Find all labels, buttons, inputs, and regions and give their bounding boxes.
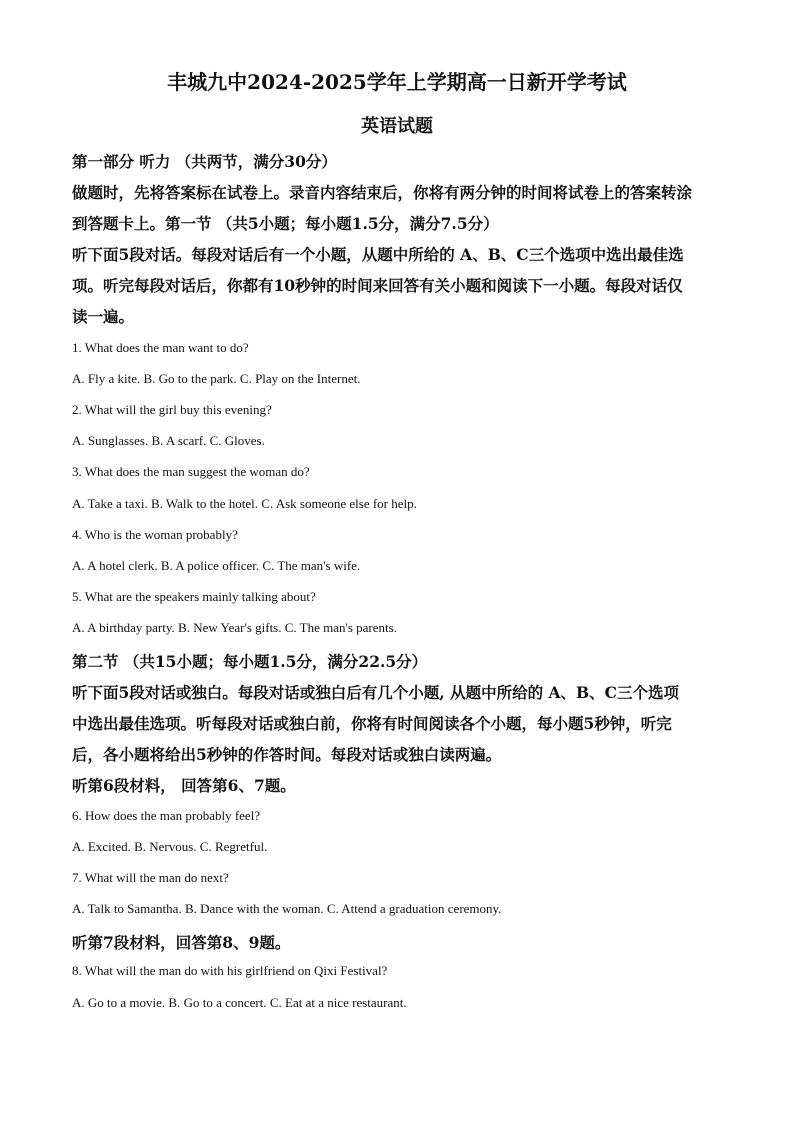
question-5-options: A. A birthday party. B. New Year's gifts. C. The man's parents.: [72, 620, 397, 635]
exam-subtitle: 英语试题: [361, 116, 433, 137]
question-8-options: A. Go to a movie. B. Go to a concert. C. Eat at a nice restaurant.: [72, 995, 407, 1010]
part2-heading: 第二节 （共15小题；每小题1.5分，满分22.5分）: [72, 652, 428, 671]
material-7-heading: 听第7段材料，回答第8、9题。: [72, 933, 291, 952]
exam-title: 丰城九中2024-2025学年上学期高一日新开学考试: [167, 70, 627, 94]
material-6-heading: 听第6段材料， 回答第6、7题。: [72, 776, 296, 795]
part2-instruction-line3: 后，各小题将给出5秒钟的作答时间。每段对话或独白读两遍。: [72, 745, 502, 764]
question-6-options: A. Excited. B. Nervous. C. Regretful.: [72, 839, 268, 854]
question-2-options: A. Sunglasses. B. A scarf. C. Gloves.: [72, 433, 265, 448]
part2-instruction-line2: 中选出最佳选项。听每段对话或独白前，你将有时间阅读各个小题，每小题5秒钟，听完: [72, 714, 672, 733]
question-6: 6. How does the man probably feel?: [72, 808, 261, 823]
question-8: 8. What will the man do with his girlfriend on Qixi Festival?: [72, 963, 388, 978]
part1-heading: 第一部分 听力 （共两节，满分30分）: [72, 152, 337, 171]
section1-instruction-line3: 读一遍。: [72, 307, 135, 326]
question-2: 2. What will the girl buy this evening?: [72, 402, 272, 417]
part1-intro-line1: 做题时，先将答案标在试卷上。录音内容结束后，你将有两分钟的时间将试卷上的答案转涂: [72, 183, 693, 202]
question-3-options: A. Take a taxi. B. Walk to the hotel. C. Ask someone else for help.: [72, 496, 417, 511]
question-3: 3. What does the man suggest the woman do?: [72, 464, 310, 479]
question-1: 1. What does the man want to do?: [72, 340, 249, 355]
question-1-options: A. Fly a kite. B. Go to the park. C. Play on the Internet.: [72, 371, 361, 386]
section1-instruction-line2: 项。听完每段对话后，你都有10秒钟的时间来回答有关小题和阅读下一小题。每段对话仅: [72, 276, 683, 295]
part2-instruction-line1: 听下面5段对话或独白。每段对话或独白后有几个小题, 从题中所给的 A、B、C三个选项: [72, 683, 679, 702]
section1-instruction-line1: 听下面5段对话。每段对话后有一个小题，从题中所给的 A、B、C三个选项中选出最佳选: [72, 245, 684, 264]
question-7-options: A. Talk to Samantha. B. Dance with the woman. C. Attend a graduation ceremony.: [72, 901, 502, 916]
part1-intro-line2: 到答题卡上。第一节 （共5小题；每小题1.5分，满分7.5分）: [72, 214, 499, 233]
question-7: 7. What will the man do next?: [72, 870, 229, 885]
question-4-options: A. A hotel clerk. B. A police officer. C. The man's wife.: [72, 558, 361, 573]
question-5: 5. What are the speakers mainly talking about?: [72, 589, 316, 604]
question-4: 4. Who is the woman probably?: [72, 527, 238, 542]
